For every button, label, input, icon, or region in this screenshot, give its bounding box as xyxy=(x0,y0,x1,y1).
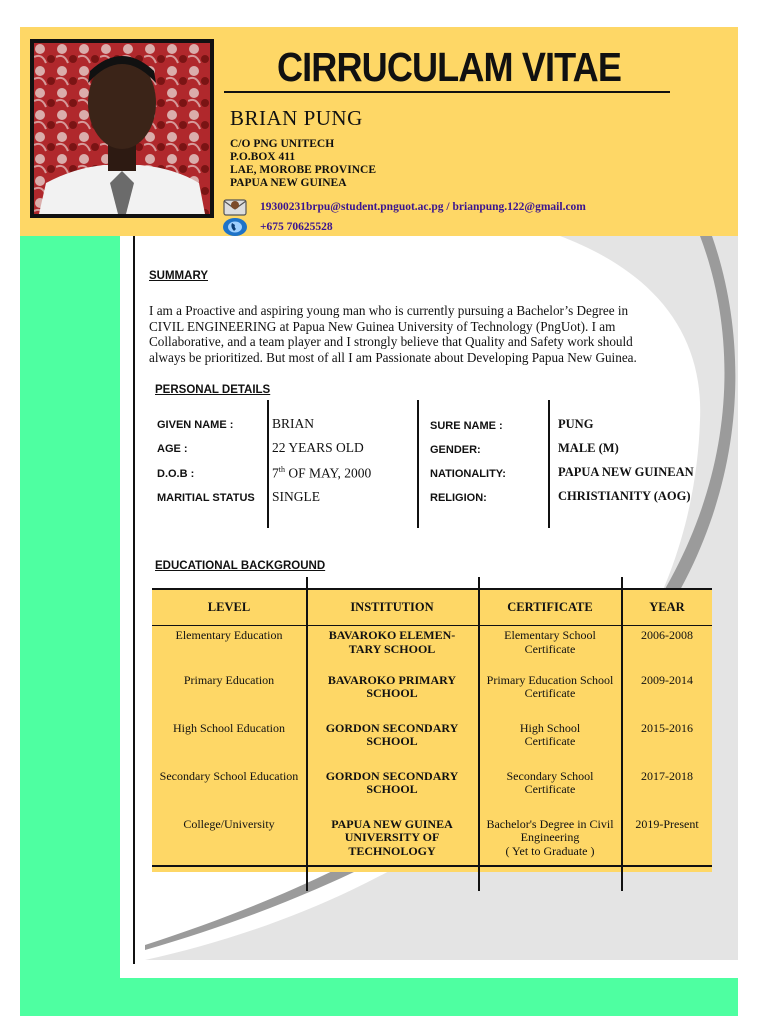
column-divider xyxy=(267,400,269,528)
phone-icon xyxy=(222,217,248,237)
address-line: P.O.BOX 411 xyxy=(230,151,296,163)
certificate-line: Engineering xyxy=(520,830,580,844)
certificate-cell xyxy=(478,818,622,872)
certificate-line: Secondary School xyxy=(506,768,594,783)
table-column-line xyxy=(478,577,480,891)
age-label: AGE : xyxy=(157,443,188,455)
gender-label: GENDER: xyxy=(430,444,481,456)
column-header-year: YEAR xyxy=(622,589,712,626)
certificate-line: Certificate xyxy=(524,782,576,796)
institution-line: PAPUA NEW GUINEA xyxy=(331,816,453,831)
table-top-border xyxy=(152,588,712,590)
table-row xyxy=(152,770,712,818)
table-row xyxy=(152,818,712,872)
nationality-value: PAPUA NEW GUINEAN xyxy=(558,465,694,479)
certificate-line: Bachelor's Degree in Civil xyxy=(486,816,614,831)
table-row xyxy=(152,674,712,722)
institution-line: GORDON SECONDARY xyxy=(325,720,459,735)
age-value: 22 YEARS OLD xyxy=(272,440,364,455)
institution-line: GORDON SECONDARY xyxy=(325,768,459,783)
envelope-icon xyxy=(222,197,248,217)
certificate-line: ( Yet to Graduate ) xyxy=(505,843,595,858)
column-divider xyxy=(548,400,550,528)
address-line: PAPUA NEW GUINEA xyxy=(230,177,347,189)
certificate-line: High School xyxy=(519,720,581,735)
year-cell: 2017-2018 xyxy=(641,768,693,783)
table-header-row xyxy=(152,589,712,626)
institution-cell xyxy=(306,674,478,722)
institution-cell xyxy=(306,770,478,818)
person-name: BRIAN PUNG xyxy=(230,106,363,130)
certificate-cell xyxy=(478,722,622,770)
institution-cell xyxy=(306,818,478,872)
institution-cell xyxy=(306,722,478,770)
dob-suffix: th xyxy=(278,465,285,474)
dob-rest: OF MAY, 2000 xyxy=(284,465,372,481)
institution-line: SCHOOL xyxy=(366,734,418,748)
dob-value xyxy=(272,465,371,482)
phone-row xyxy=(222,217,333,237)
summary-heading: SUMMARY xyxy=(149,270,208,282)
level-cell: Elementary Education xyxy=(175,628,283,642)
year-cell: 2009-2014 xyxy=(641,672,693,687)
year-cell: 2006-2008 xyxy=(641,628,693,642)
marital-status-label: MARITIAL STATUS xyxy=(157,492,255,504)
column-divider xyxy=(417,400,419,528)
religion-value: CHRISTIANITY (AOG) xyxy=(558,489,691,503)
institution-line: TECHNOLOGY xyxy=(348,843,436,858)
education-table xyxy=(152,589,712,872)
column-header-level: LEVEL xyxy=(152,589,306,626)
year-cell: 2019-Present xyxy=(635,816,699,831)
profile-photo xyxy=(30,39,214,218)
column-header-institution: INSTITUTION xyxy=(306,589,478,626)
address-line: LAE, MOROBE PROVINCE xyxy=(230,164,376,176)
year-cell: 2015-2016 xyxy=(641,720,693,735)
education-heading: EDUCATIONAL BACKGROUND xyxy=(155,560,326,572)
certificate-line: Elementary School xyxy=(504,628,596,642)
summary-line: Collaborative, and a team player and I strongly believe that Quality and Safety work should xyxy=(149,334,633,349)
certificate-line: Certificate xyxy=(524,641,576,656)
certificate-line: Certificate xyxy=(524,686,576,700)
address-line: C/O PNG UNITECH xyxy=(230,138,335,150)
institution-line: UNIVERSITY OF xyxy=(344,830,440,844)
nationality-label: NATIONALITY: xyxy=(430,468,506,480)
certificate-cell xyxy=(478,626,622,674)
title-underline xyxy=(224,91,670,93)
column-header-certificate: CERTIFICATE xyxy=(478,589,622,626)
email-text[interactable]: 19300231brpu@student.pnguot.ac.pg / brianpung.122@gmail.com xyxy=(260,201,586,213)
certificate-cell xyxy=(478,674,622,722)
institution-line: TARY SCHOOL xyxy=(348,641,436,656)
phone-text[interactable]: +675 70625528 xyxy=(260,221,333,233)
personal-details-heading: PERSONAL DETAILS xyxy=(155,384,271,396)
level-cell: Secondary School Education xyxy=(159,768,299,783)
address-block xyxy=(230,138,376,190)
left-divider xyxy=(133,236,135,964)
given-name-value: BRIAN xyxy=(272,416,315,431)
certificate-line: Primary Education School xyxy=(486,672,614,687)
institution-cell xyxy=(306,626,478,674)
institution-line: SCHOOL xyxy=(366,782,418,796)
institution-line: BAVAROKO ELEMEN- xyxy=(328,628,456,642)
institution-line: BAVAROKO PRIMARY xyxy=(327,672,457,687)
certificate-line: Certificate xyxy=(524,734,576,748)
gender-value: MALE (M) xyxy=(558,441,619,455)
table-row xyxy=(152,722,712,770)
level-cell: Primary Education xyxy=(183,672,275,687)
table-column-line xyxy=(306,577,308,891)
email-row xyxy=(222,197,586,217)
level-cell: High School Education xyxy=(173,720,285,735)
level-cell: College/University xyxy=(183,816,275,831)
dob-label: D.O.B : xyxy=(157,468,195,480)
surname-label: SURE NAME : xyxy=(430,420,503,432)
summary-line: CIVIL ENGINEERING at Papua New Guinea University of Technology (PngUot). I am xyxy=(149,318,616,334)
summary-line: I am a Proactive and aspiring young man who is currently pursuing a Bachelor’s Degree in xyxy=(149,303,629,318)
summary-line: always be prioritized. But most of all I am Passionate about Developing Papua New Guinea. xyxy=(149,349,637,365)
table-column-line xyxy=(621,577,623,891)
dob-day: 7 xyxy=(272,465,279,481)
given-name-label: GIVEN NAME : xyxy=(157,419,234,431)
religion-label: RELIGION: xyxy=(430,492,487,504)
summary-text xyxy=(149,303,689,365)
table-row xyxy=(152,626,712,674)
page-title: CIRRUCULAM VITAE xyxy=(276,44,622,90)
institution-line: SCHOOL xyxy=(366,686,418,700)
table-bottom-border xyxy=(152,865,712,867)
certificate-cell xyxy=(478,770,622,818)
surname-value: PUNG xyxy=(558,417,594,431)
marital-status-value: SINGLE xyxy=(272,489,320,504)
